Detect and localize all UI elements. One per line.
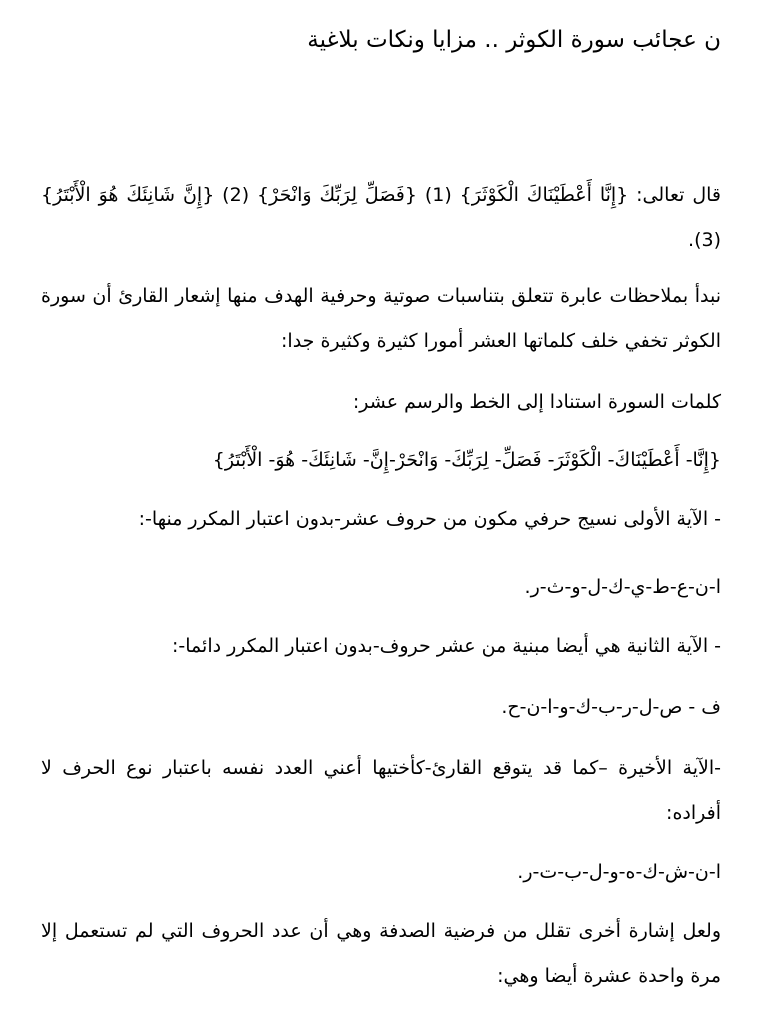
paragraph-word-count: كلمات السورة استنادا إلى الخط والرسم عشر: [352, 391, 721, 413]
paragraph-verse-three: -الآية الأخيرة –كما قد يتوقع القارئ-كأختيها أعني العدد نفسه باعتبار نوع الحرف لا أفراده: [41, 757, 721, 824]
paragraph-verse-one: - الآية الأولى نسيج حرفي مكون من حروف عشر-بدون اعتبار المكرر منها-: [138, 508, 721, 530]
paragraph-word-list: {إِنَّا- أَعْطَيْنَاكَ- الْكَوْثَرَ- فَصَلِّ- لِرَبِّكَ- وَانْحَرْ-إِنَّ- شَانِئَكَ- هُوَ- الْأَبْتَرُ} [212, 449, 721, 471]
paragraph-verse-two: - الآية الثانية هي أيضا مبنية من عشر حروف-بدون اعتبار المكرر دائما-: [172, 635, 721, 657]
paragraph-quran-verse: قال تعالى: {إِنَّا أَعْطَيْنَاكَ الْكَوْثَرَ} (1) {فَصَلِّ لِرَبِّكَ وَانْحَرْ} (2) {إِنَّ شَانِئَكَ هُوَ الْأَبْتَرُ} (3). [41, 184, 721, 251]
paragraph-letters-two: ف - ص-ل-ر-ب-ك-و-ا-ن-ح. [501, 696, 721, 718]
paragraph-letters-three: ا-ن-ش-ك-ه-و-ل-ب-ت-ر. [517, 861, 721, 883]
page-title: ن عجائب سورة الكوثر .. مزايا ونكات بلاغية [307, 27, 721, 53]
paragraph-intro: نبدأ بملاحظات عابرة تتعلق بتناسبات صوتية وحرفية الهدف منها إشعار القارئ أن سورة الكوثر تخفي خلف كلماتها العشر أمورا كثيرة وكثيرة جدا: [41, 285, 721, 352]
paragraph-single-letters: ولعل إشارة أخرى تقلل من فرضية الصدفة وهي أن عدد الحروف التي لم تستعمل إلا مرة واحدة عشرة أيضا وهي: [41, 920, 721, 987]
paragraph-letters-one: ا-ن-ع-ط-ي-ك-ل-و-ث-ر. [524, 576, 721, 598]
